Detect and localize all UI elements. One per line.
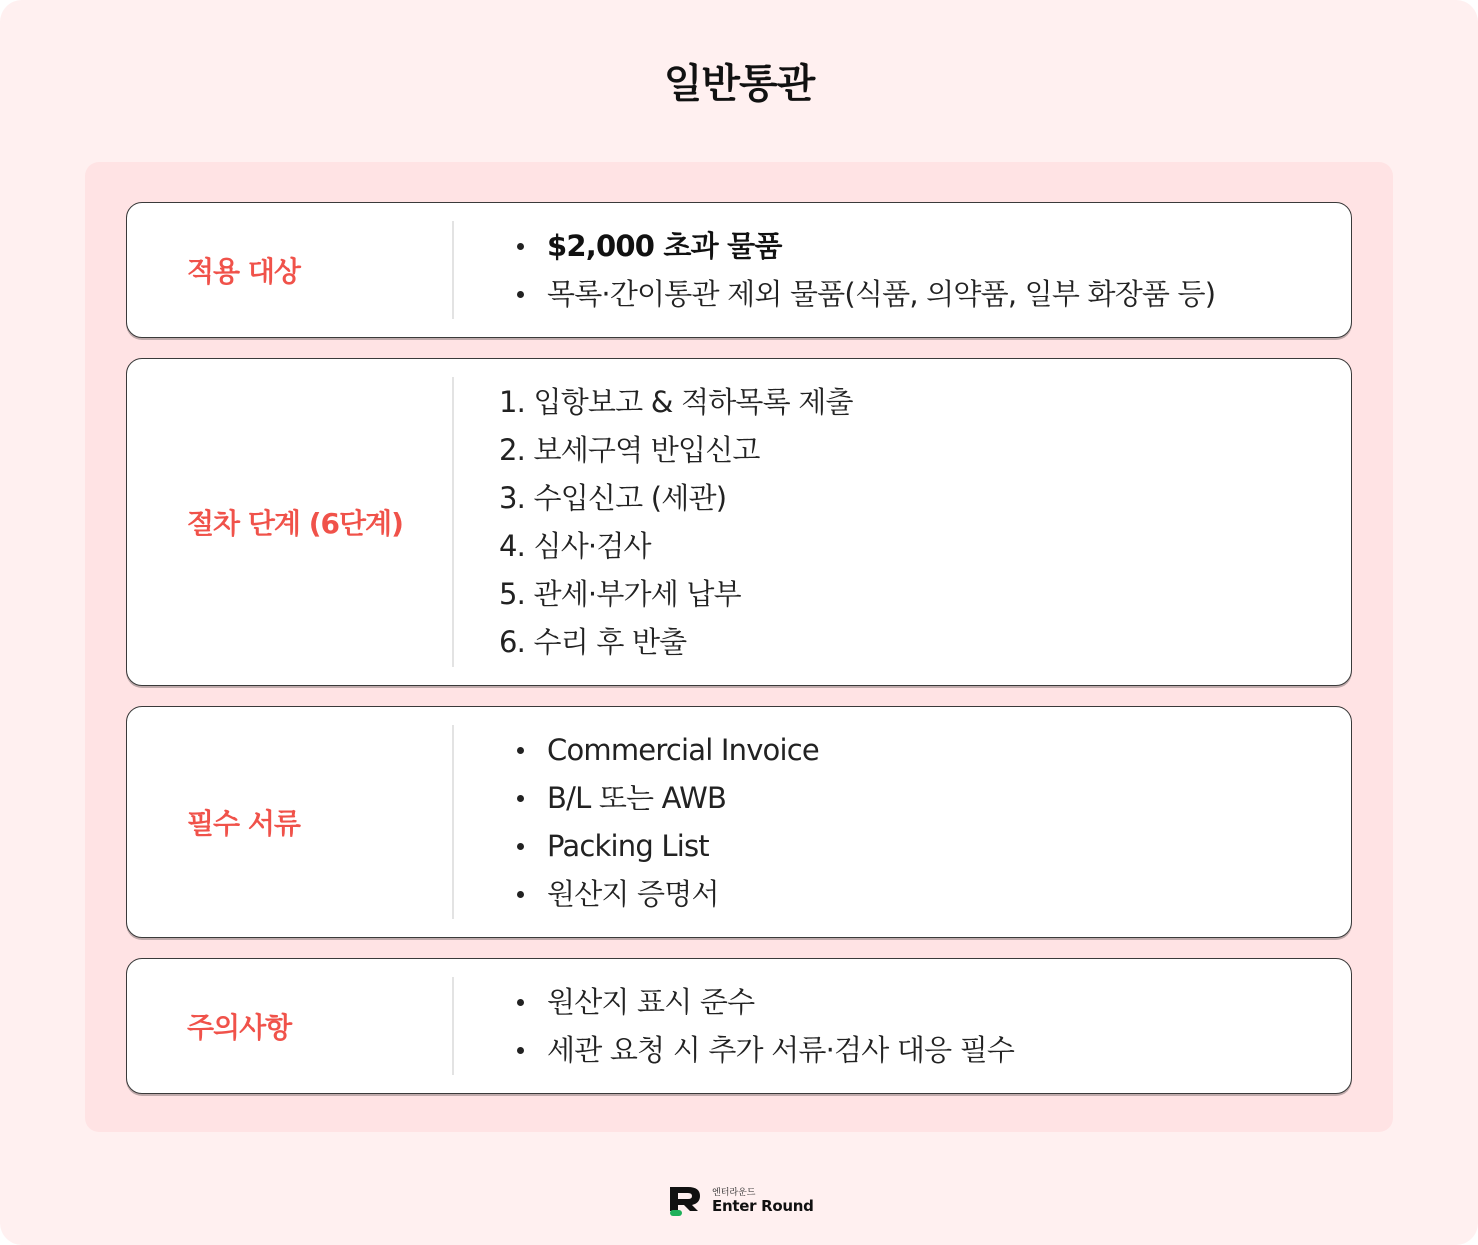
bullet-icon (517, 891, 524, 898)
list-item (499, 978, 1014, 1026)
divider (452, 377, 454, 667)
card-documents (126, 706, 1352, 938)
logo-text (712, 1188, 814, 1215)
card-content (499, 359, 853, 685)
footer-logo (668, 1184, 814, 1218)
card-steps (126, 358, 1352, 686)
logo-english-text: Enter Round (712, 1196, 814, 1215)
list-item (499, 726, 819, 774)
card-content (499, 203, 1215, 337)
bullet-icon (517, 795, 524, 802)
enter-round-logo-icon (668, 1185, 704, 1217)
list-item-text: 원산지 증명서 (547, 877, 719, 911)
target-list (499, 222, 1215, 318)
list-item-text: B/L 또는 AWB (547, 781, 727, 815)
list-item-text: Commercial Invoice (547, 733, 819, 767)
card-content (499, 959, 1014, 1093)
list-item (499, 1026, 1014, 1074)
card-label-target: 적용 대상 (187, 255, 300, 288)
notes-list (499, 978, 1014, 1074)
step-item: 4. 심사·검사 (499, 529, 651, 563)
card-notes (126, 958, 1352, 1094)
card-target (126, 202, 1352, 338)
list-item (499, 870, 819, 918)
card-label-documents: 필수 서류 (187, 807, 300, 840)
bullet-icon (517, 999, 524, 1006)
bullet-icon (517, 243, 524, 250)
divider (452, 725, 454, 919)
list-item-text: 세관 요청 시 추가 서류·검사 대응 필수 (547, 1033, 1015, 1067)
step-item: 6. 수리 후 반출 (499, 625, 687, 659)
list-item-text: 원산지 표시 준수 (547, 985, 755, 1019)
list-item (499, 270, 1215, 318)
list-item (499, 774, 819, 822)
divider (452, 221, 454, 319)
steps-list (499, 378, 853, 666)
bullet-icon (517, 747, 524, 754)
step-item: 3. 수입신고 (세관) (499, 481, 727, 515)
documents-list (499, 726, 819, 918)
list-item (499, 222, 1215, 270)
logo-korean-text: 엔터라운드 (712, 1187, 756, 1198)
step-item: 1. 입항보고 & 적하목록 제출 (499, 385, 853, 419)
page-title: 일반통관 (663, 61, 815, 107)
list-item (499, 822, 819, 870)
list-item-text: $2,000 초과 물품 (547, 229, 782, 263)
list-item-text: Packing List (547, 829, 709, 863)
bullet-icon (517, 843, 524, 850)
card-content (499, 707, 819, 937)
step-item: 5. 관세·부가세 납부 (499, 577, 741, 611)
divider (452, 977, 454, 1075)
bullet-icon (517, 1047, 524, 1054)
card-label-notes: 주의사항 (187, 1011, 292, 1044)
bullet-icon (517, 291, 524, 298)
card-label-steps: 절차 단계 (6단계) (187, 507, 403, 540)
list-item-text: 목록·간이통관 제외 물품(식품, 의약품, 일부 화장품 등) (547, 277, 1216, 311)
step-item: 2. 보세구역 반입신고 (499, 433, 760, 467)
